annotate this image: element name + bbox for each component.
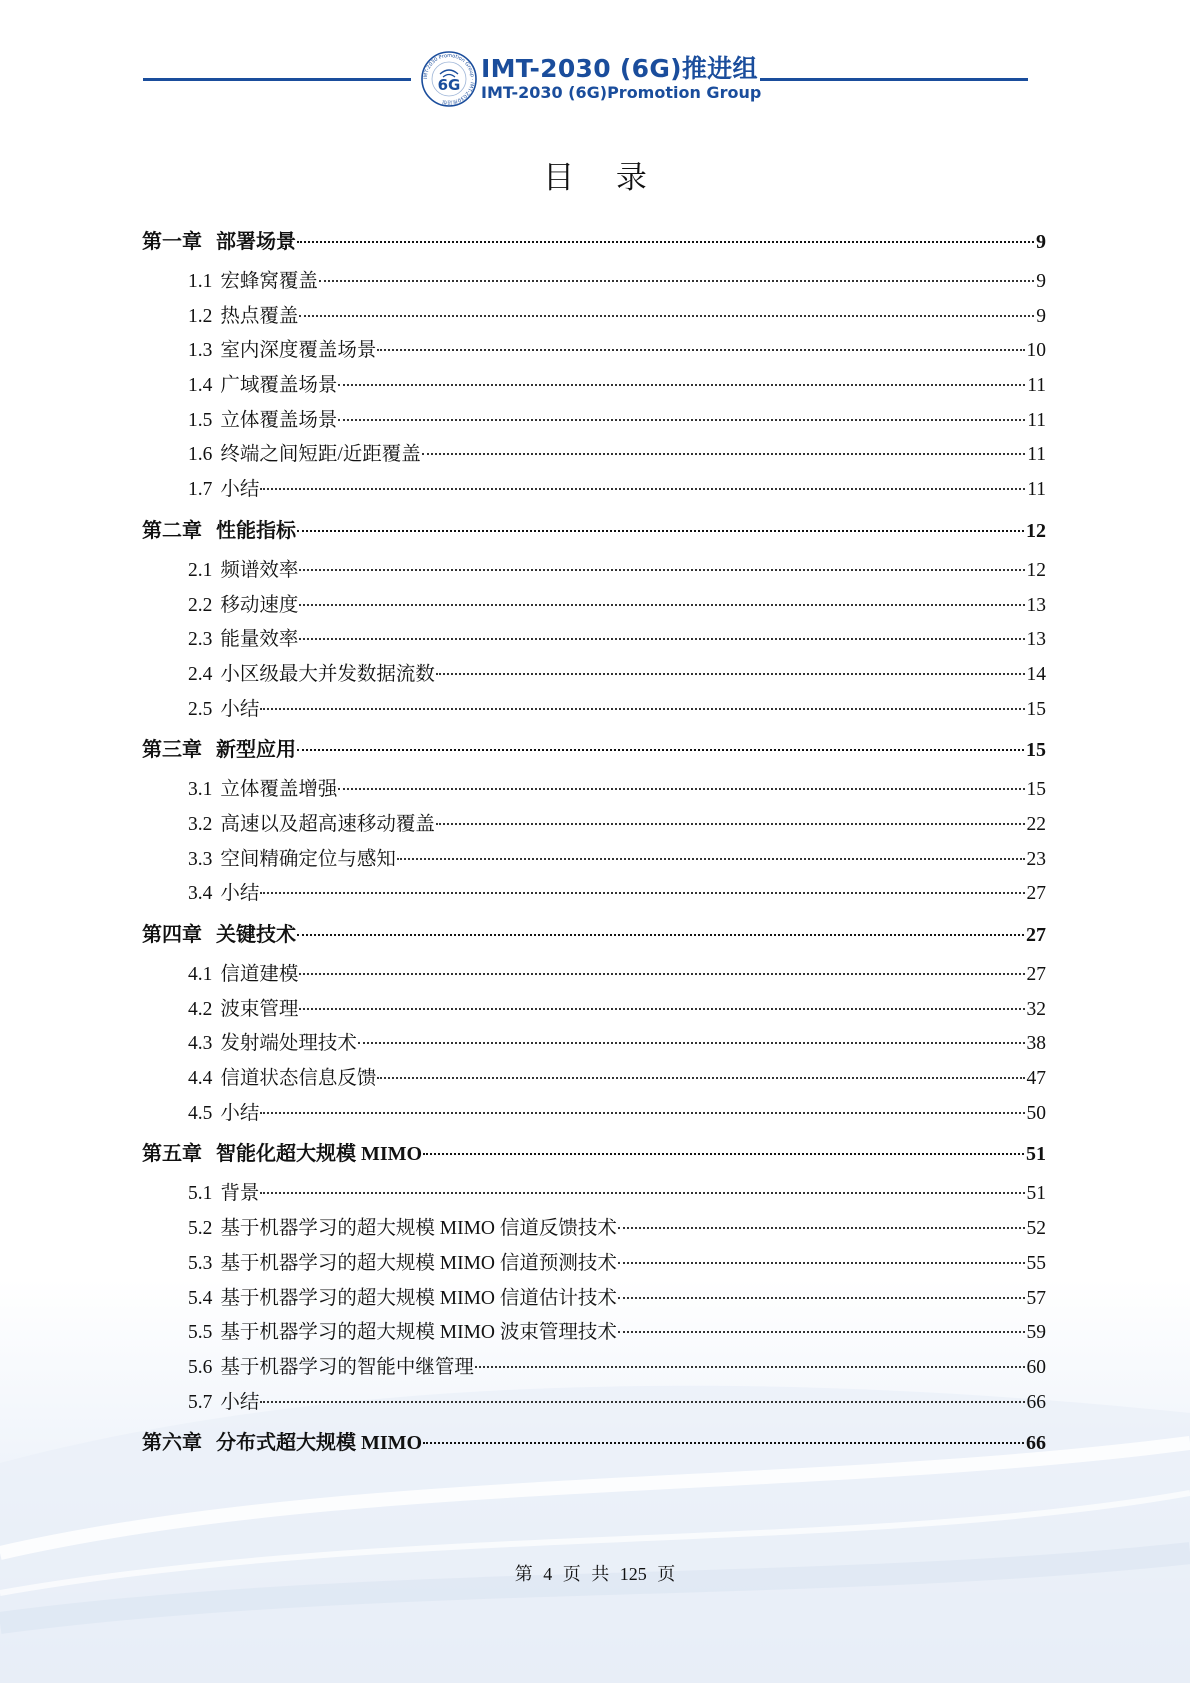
dot-leader xyxy=(618,1331,1025,1333)
toc-section-entry-page: 27 xyxy=(1026,964,1046,985)
toc-chapter-entry-title: 分布式超大规模 MIMO xyxy=(216,1432,423,1455)
toc-section-entry[interactable] xyxy=(142,1177,1046,1212)
toc-section-entry-title: 信道建模 xyxy=(220,964,299,985)
toc-section-entry-title: 基于机器学习的超大规模 MIMO 信道反馈技术 xyxy=(220,1218,617,1240)
dot-leader xyxy=(260,488,1025,490)
toc-section-entry-number: 5.2 xyxy=(188,1218,213,1240)
toc-section-entry[interactable] xyxy=(142,300,1046,335)
dot-leader xyxy=(299,1008,1024,1010)
toc-section-entry-title: 信道状态信息反馈 xyxy=(220,1068,377,1090)
dot-leader xyxy=(297,530,1024,532)
dot-leader xyxy=(260,1192,1024,1194)
toc-section-entry-page: 9 xyxy=(1036,305,1046,327)
toc-section-entry-page: 12 xyxy=(1026,559,1046,581)
toc-section-entry[interactable] xyxy=(142,473,1046,508)
toc-section-entry-label xyxy=(188,1316,617,1351)
toc-section-entry-label xyxy=(188,877,259,912)
toc-section-entry[interactable] xyxy=(142,334,1046,369)
toc-chapter-entry-label xyxy=(142,1131,422,1177)
toc-chapter-entry-label xyxy=(142,1420,422,1466)
imt2030-logo-icon xyxy=(420,50,478,108)
toc-chapter-entry-title: 新型应用 xyxy=(216,739,296,762)
toc-section-entry-label xyxy=(188,808,435,843)
toc-section-entry-number: 1.2 xyxy=(188,305,213,327)
logo-ring-text: IMT-2030 Promotion Group · IMT-2030推进组 xyxy=(422,52,476,106)
toc-section-entry[interactable] xyxy=(142,589,1046,624)
toc-section-entry-page: 66 xyxy=(1026,1391,1046,1413)
toc-section-entry-number: 4.4 xyxy=(188,1068,213,1090)
toc-section-entry-number: 1.3 xyxy=(188,340,213,362)
toc-section-entry-label xyxy=(188,1177,259,1212)
toc-section-entry-title: 小结 xyxy=(220,883,260,905)
toc-section-entry-page: 51 xyxy=(1026,1183,1046,1205)
toc-section-entry-title: 基于机器学习的智能中继管理 xyxy=(220,1356,474,1378)
toc-section-entry-number: 1.7 xyxy=(188,479,213,501)
toc-chapter-entry-number: 第四章 xyxy=(142,924,202,946)
toc-chapter-entry[interactable] xyxy=(142,727,1046,773)
toc-section-entry[interactable] xyxy=(142,693,1046,728)
toc-chapter-entry-number: 第三章 xyxy=(142,739,202,762)
dot-leader xyxy=(618,1262,1025,1264)
toc-section-entry[interactable] xyxy=(142,1212,1046,1247)
dot-leader xyxy=(299,973,1024,975)
toc-section-entry-title: 空间精确定位与感知 xyxy=(220,848,396,870)
toc-section-entry-page: 55 xyxy=(1026,1252,1046,1274)
dot-leader xyxy=(299,638,1024,640)
toc-section-entry-title: 背景 xyxy=(220,1183,260,1205)
toc-section-entry-label xyxy=(188,404,337,439)
toc-section-entry[interactable] xyxy=(142,958,1046,993)
toc-section-entry-number: 5.6 xyxy=(188,1356,213,1378)
dot-leader xyxy=(397,858,1025,860)
toc-chapter-entry-number: 第六章 xyxy=(142,1432,202,1455)
toc-section-entry[interactable] xyxy=(142,658,1046,693)
toc-section-entry-label xyxy=(188,438,421,473)
org-name-block xyxy=(481,55,761,103)
toc-section-entry-page: 15 xyxy=(1026,698,1046,720)
dot-leader xyxy=(358,1042,1025,1044)
toc-section-entry-number: 2.2 xyxy=(188,594,213,616)
dot-leader xyxy=(319,280,1034,282)
toc-section-entry-title: 基于机器学习的超大规模 MIMO 信道预测技术 xyxy=(220,1252,617,1274)
toc-chapter-entry-page: 66 xyxy=(1026,1432,1046,1455)
toc-section-entry-title: 基于机器学习的超大规模 MIMO 信道估计技术 xyxy=(220,1287,617,1309)
dot-leader xyxy=(422,453,1025,455)
toc-chapter-entry[interactable] xyxy=(142,508,1046,554)
toc-chapter-entry-label xyxy=(142,727,296,773)
toc-section-entry[interactable] xyxy=(142,623,1046,658)
toc-section-entry-label xyxy=(188,265,318,300)
toc-chapter-entry-page: 51 xyxy=(1026,1143,1046,1166)
org-name-en: IMT-2030 (6G)Promotion Group xyxy=(481,83,762,102)
toc-chapter-entry-title: 关键技术 xyxy=(216,924,296,946)
dot-leader xyxy=(299,315,1034,317)
toc-section-entry-number: 3.4 xyxy=(188,883,213,905)
toc-chapter-entry-page: 9 xyxy=(1036,231,1046,253)
toc-section-entry-number: 5.1 xyxy=(188,1183,213,1205)
toc-section-entry-page: 11 xyxy=(1027,444,1046,466)
toc-section-entry[interactable] xyxy=(142,1386,1046,1421)
toc-section-entry-label xyxy=(188,843,396,878)
toc-section-entry[interactable] xyxy=(142,369,1046,404)
toc-section-entry-number: 3.2 xyxy=(188,813,213,835)
dot-leader xyxy=(297,934,1024,936)
dot-leader xyxy=(338,384,1025,386)
dot-leader xyxy=(299,569,1024,571)
toc-section-entry-label xyxy=(188,554,298,589)
toc-chapter-entry-title: 部署场景 xyxy=(216,231,296,253)
toc-section-entry-number: 2.3 xyxy=(188,629,213,651)
toc-section-entry-title: 宏蜂窝覆盖 xyxy=(220,271,318,292)
toc-section-entry-title: 立体覆盖场景 xyxy=(220,409,338,431)
toc-section-entry[interactable] xyxy=(142,843,1046,878)
toc-section-entry[interactable] xyxy=(142,438,1046,473)
toc-section-entry-title: 立体覆盖增强 xyxy=(220,779,338,801)
dot-leader xyxy=(618,1227,1025,1229)
toc-section-entry-title: 基于机器学习的超大规模 MIMO 波束管理技术 xyxy=(220,1322,617,1344)
toc-section-entry[interactable] xyxy=(142,404,1046,439)
page-title: 目 录 xyxy=(543,160,663,196)
toc-section-entry-label xyxy=(188,300,298,335)
toc-section-entry-page: 13 xyxy=(1026,629,1046,651)
toc-section-entry-number: 2.5 xyxy=(188,698,213,720)
toc-section-entry-page: 38 xyxy=(1026,1033,1046,1055)
toc-section-entry[interactable] xyxy=(142,1316,1046,1351)
toc-section-entry-title: 频谱效率 xyxy=(220,559,299,581)
toc-section-entry-title: 能量效率 xyxy=(220,629,299,651)
toc-section-entry-title: 发射端处理技术 xyxy=(220,1033,357,1055)
toc-section-entry-title: 热点覆盖 xyxy=(220,305,299,327)
toc-section-entry[interactable] xyxy=(142,773,1046,808)
toc-chapter-entry[interactable] xyxy=(142,1420,1046,1466)
toc-section-entry[interactable] xyxy=(142,1027,1046,1062)
logo-glyph: 6G xyxy=(437,76,461,94)
toc-chapter-entry[interactable] xyxy=(142,912,1046,958)
toc-section-entry-number: 3.1 xyxy=(188,779,213,801)
toc-section-entry[interactable] xyxy=(142,1351,1046,1386)
toc-chapter-entry-number: 第五章 xyxy=(142,1143,202,1166)
toc-chapter-entry-number: 第二章 xyxy=(142,519,202,542)
toc-chapter-entry-label xyxy=(142,912,296,958)
toc-section-entry-label xyxy=(188,1247,617,1282)
dot-leader xyxy=(299,604,1024,606)
toc-section-entry-number: 1.1 xyxy=(188,271,213,292)
toc-section-entry-label xyxy=(188,1386,259,1421)
toc-section-entry[interactable] xyxy=(142,1062,1046,1097)
toc-section-entry-number: 5.5 xyxy=(188,1322,213,1344)
toc-section-entry-label xyxy=(188,623,298,658)
dot-leader xyxy=(423,1442,1024,1444)
toc-section-entry-label xyxy=(188,473,259,508)
dot-leader xyxy=(436,823,1025,825)
toc-section-entry-number: 2.1 xyxy=(188,559,213,581)
toc-section-entry-page: 47 xyxy=(1026,1068,1046,1090)
toc-section-entry[interactable] xyxy=(142,1282,1046,1317)
org-name-cn: IMT-2030 (6G)推进组 xyxy=(481,54,758,83)
toc-section-entry-number: 1.6 xyxy=(188,444,213,466)
toc-section-entry-page: 9 xyxy=(1036,271,1046,292)
toc-section-entry-number: 5.4 xyxy=(188,1287,213,1309)
toc-section-entry-label xyxy=(188,334,376,369)
toc-section-entry-title: 室内深度覆盖场景 xyxy=(220,340,377,362)
dot-leader xyxy=(338,788,1024,790)
toc-section-entry-label xyxy=(188,993,298,1028)
toc-section-entry-page: 59 xyxy=(1026,1322,1046,1344)
toc-chapter-entry-label xyxy=(142,219,296,265)
toc-section-entry-number: 4.3 xyxy=(188,1033,213,1055)
toc-section-entry-label xyxy=(188,1097,259,1132)
toc-chapter-entry-page: 12 xyxy=(1026,519,1046,542)
toc-section-entry-title: 移动速度 xyxy=(220,594,299,616)
dot-leader xyxy=(297,749,1024,751)
toc-section-entry-label xyxy=(188,589,298,624)
toc-section-entry-page: 14 xyxy=(1026,663,1046,685)
dot-leader xyxy=(377,1077,1024,1079)
dot-leader xyxy=(377,349,1024,351)
toc-section-entry-label xyxy=(188,1212,617,1247)
header-rule-right xyxy=(760,78,1028,81)
toc-section-entry-number: 3.3 xyxy=(188,848,213,870)
header-rule-left xyxy=(143,78,411,81)
page-footer: 第 4 页 共 125 页 xyxy=(514,1564,676,1584)
toc-section-entry[interactable] xyxy=(142,265,1046,300)
toc-section-entry-number: 4.2 xyxy=(188,998,213,1020)
toc-chapter-entry-number: 第一章 xyxy=(142,231,202,253)
dot-leader xyxy=(260,892,1024,894)
toc-section-entry-label xyxy=(188,958,298,993)
toc-section-entry-label xyxy=(188,773,337,808)
toc-section-entry-title: 小结 xyxy=(220,479,260,501)
toc-section-entry[interactable] xyxy=(142,1247,1046,1282)
toc-section-entry-number: 4.5 xyxy=(188,1102,213,1124)
toc-section-entry-page: 60 xyxy=(1026,1356,1046,1378)
toc-section-entry-number: 1.5 xyxy=(188,409,213,431)
toc-section-entry-title: 小结 xyxy=(220,1102,260,1124)
toc-section-entry-title: 终端之间短距/近距覆盖 xyxy=(220,444,421,466)
dot-leader xyxy=(260,708,1024,710)
toc-section-entry-page: 11 xyxy=(1027,375,1046,397)
toc-chapter-entry-title: 智能化超大规模 MIMO xyxy=(216,1143,423,1166)
toc-section-entry-label xyxy=(188,1351,474,1386)
toc-section-entry[interactable] xyxy=(142,877,1046,912)
toc-section-entry-number: 4.1 xyxy=(188,964,213,985)
toc-section-entry-title: 广域覆盖场景 xyxy=(220,375,338,397)
dot-leader xyxy=(475,1366,1025,1368)
toc-section-entry[interactable] xyxy=(142,993,1046,1028)
toc-chapter-entry-page: 27 xyxy=(1026,924,1046,946)
toc-section-entry-label xyxy=(188,1282,617,1317)
toc-section-entry-label xyxy=(188,369,337,404)
dot-leader xyxy=(618,1297,1025,1299)
toc-section-entry-title: 小结 xyxy=(220,1391,260,1413)
page-header xyxy=(0,0,1190,120)
toc-section-entry-page: 11 xyxy=(1027,479,1046,501)
dot-leader xyxy=(338,419,1025,421)
toc-section-entry-title: 小结 xyxy=(220,698,260,720)
toc-section-entry-label xyxy=(188,693,259,728)
table-of-contents xyxy=(142,219,1046,1466)
toc-chapter-entry-title: 性能指标 xyxy=(216,519,296,542)
toc-chapter-entry-page: 15 xyxy=(1026,739,1046,762)
toc-section-entry-number: 5.7 xyxy=(188,1391,213,1413)
dot-leader xyxy=(297,241,1034,243)
toc-section-entry-title: 高速以及超高速移动覆盖 xyxy=(220,813,435,835)
toc-section-entry-title: 波束管理 xyxy=(220,998,299,1020)
toc-section-entry-title: 小区级最大并发数据流数 xyxy=(220,663,435,685)
toc-section-entry[interactable] xyxy=(142,1097,1046,1132)
toc-chapter-entry-label xyxy=(142,508,296,554)
toc-section-entry-page: 23 xyxy=(1026,848,1046,870)
toc-section-entry-page: 15 xyxy=(1026,779,1046,801)
toc-section-entry-page: 57 xyxy=(1026,1287,1046,1309)
toc-section-entry-number: 1.4 xyxy=(188,375,213,397)
toc-section-entry[interactable] xyxy=(142,554,1046,589)
toc-chapter-entry[interactable] xyxy=(142,219,1046,265)
toc-section-entry-label xyxy=(188,1062,376,1097)
toc-section-entry-page: 10 xyxy=(1026,340,1046,362)
dot-leader xyxy=(260,1112,1024,1114)
toc-section-entry-number: 2.4 xyxy=(188,663,213,685)
toc-section-entry-label xyxy=(188,658,435,693)
toc-section-entry-page: 52 xyxy=(1026,1218,1046,1240)
toc-section-entry-label xyxy=(188,1027,357,1062)
toc-section-entry-page: 22 xyxy=(1026,813,1046,835)
toc-chapter-entry[interactable] xyxy=(142,1131,1046,1177)
toc-section-entry-number: 5.3 xyxy=(188,1252,213,1274)
toc-section-entry-page: 32 xyxy=(1026,998,1046,1020)
dot-leader xyxy=(436,673,1025,675)
toc-section-entry-page: 13 xyxy=(1026,594,1046,616)
toc-section-entry-page: 11 xyxy=(1027,409,1046,431)
dot-leader xyxy=(423,1153,1024,1155)
dot-leader xyxy=(260,1401,1024,1403)
toc-section-entry-page: 50 xyxy=(1026,1102,1046,1124)
toc-section-entry[interactable] xyxy=(142,808,1046,843)
toc-section-entry-page: 27 xyxy=(1026,883,1046,905)
